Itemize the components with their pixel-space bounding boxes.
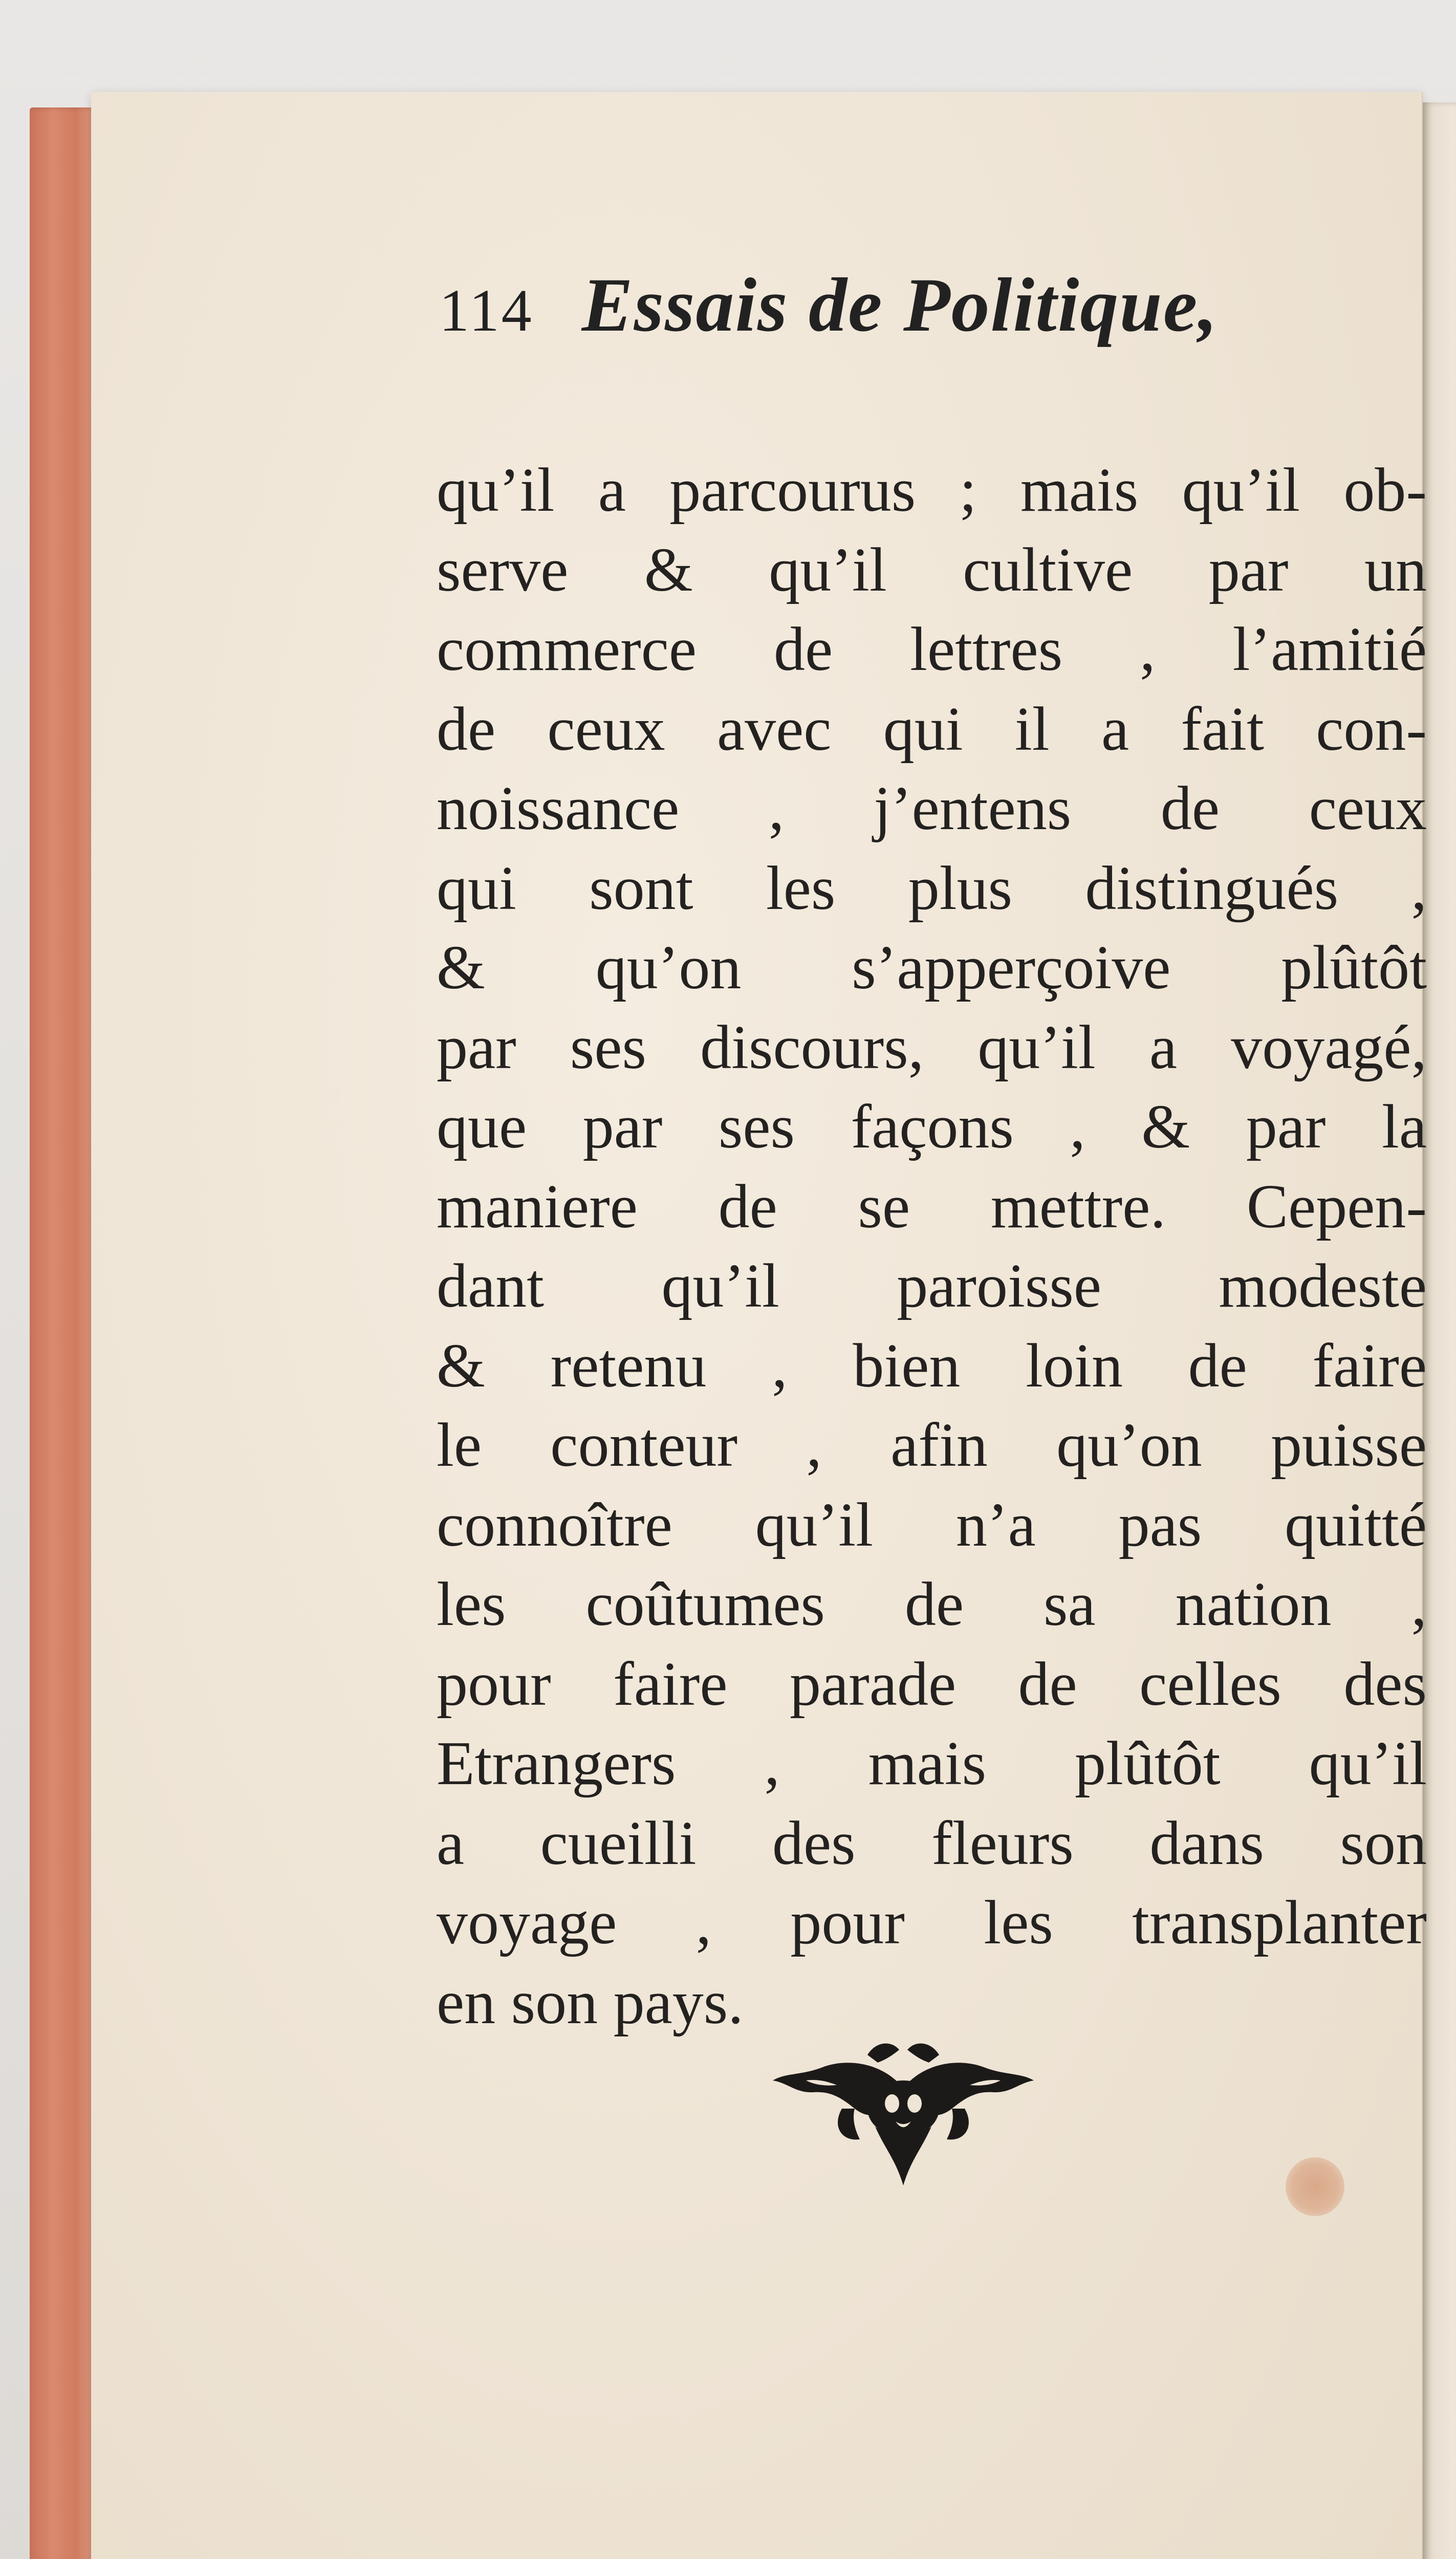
text-line: serve & qu’il cultive par un [437,535,1427,604]
text-line: Etrangers , mais plûtôt qu’il [437,1729,1427,1798]
page-number: 114 [439,277,534,344]
text-line: commerce de lettres , l’amitié [437,615,1427,684]
text-line: maniere de se mettre. Cepen- [437,1172,1427,1241]
text-line: que par ses façons , & par la [437,1092,1427,1161]
text-line: par ses discours, qu’il a voyagé, [437,1012,1427,1082]
running-head [439,261,1360,374]
page-edge [30,107,96,2559]
body-text [437,450,1427,2042]
text-line: qui sont les plus distingués , [437,853,1427,923]
text-line: noissance , j’entens de ceux [437,774,1427,843]
text-line: de ceux avec qui il a fait con- [437,694,1427,764]
text-line: & retenu , bien loin de faire [437,1331,1427,1400]
text-line: les coûtumes de sa nation , [437,1570,1427,1639]
text-line: le conteur , afin qu’on puisse [437,1411,1427,1480]
text-line: voyage , pour les transplanter [437,1888,1427,1957]
text-line-last: en son pays. [437,1967,744,2037]
paper-stain [1286,2157,1344,2216]
text-line: connoître qu’il n’a pas quitté [437,1490,1427,1559]
book [30,92,1456,2559]
text-line: & qu’on s’apperçoive plûtôt [437,933,1427,1002]
text-line: dant qu’il paroisse modeste [437,1251,1427,1320]
ornament-shapes [773,2044,1034,2185]
running-title: Essais de Politique, [581,263,1219,348]
text-line: a cueilli des fleurs dans son [437,1808,1427,1878]
text-line: pour faire parade de celles des [437,1649,1427,1719]
floral-tailpiece-icon [765,2032,1041,2201]
next-page-strip [1422,102,1456,2559]
text-line: qu’il a parcourus ; mais qu’il ob- [437,456,1427,525]
